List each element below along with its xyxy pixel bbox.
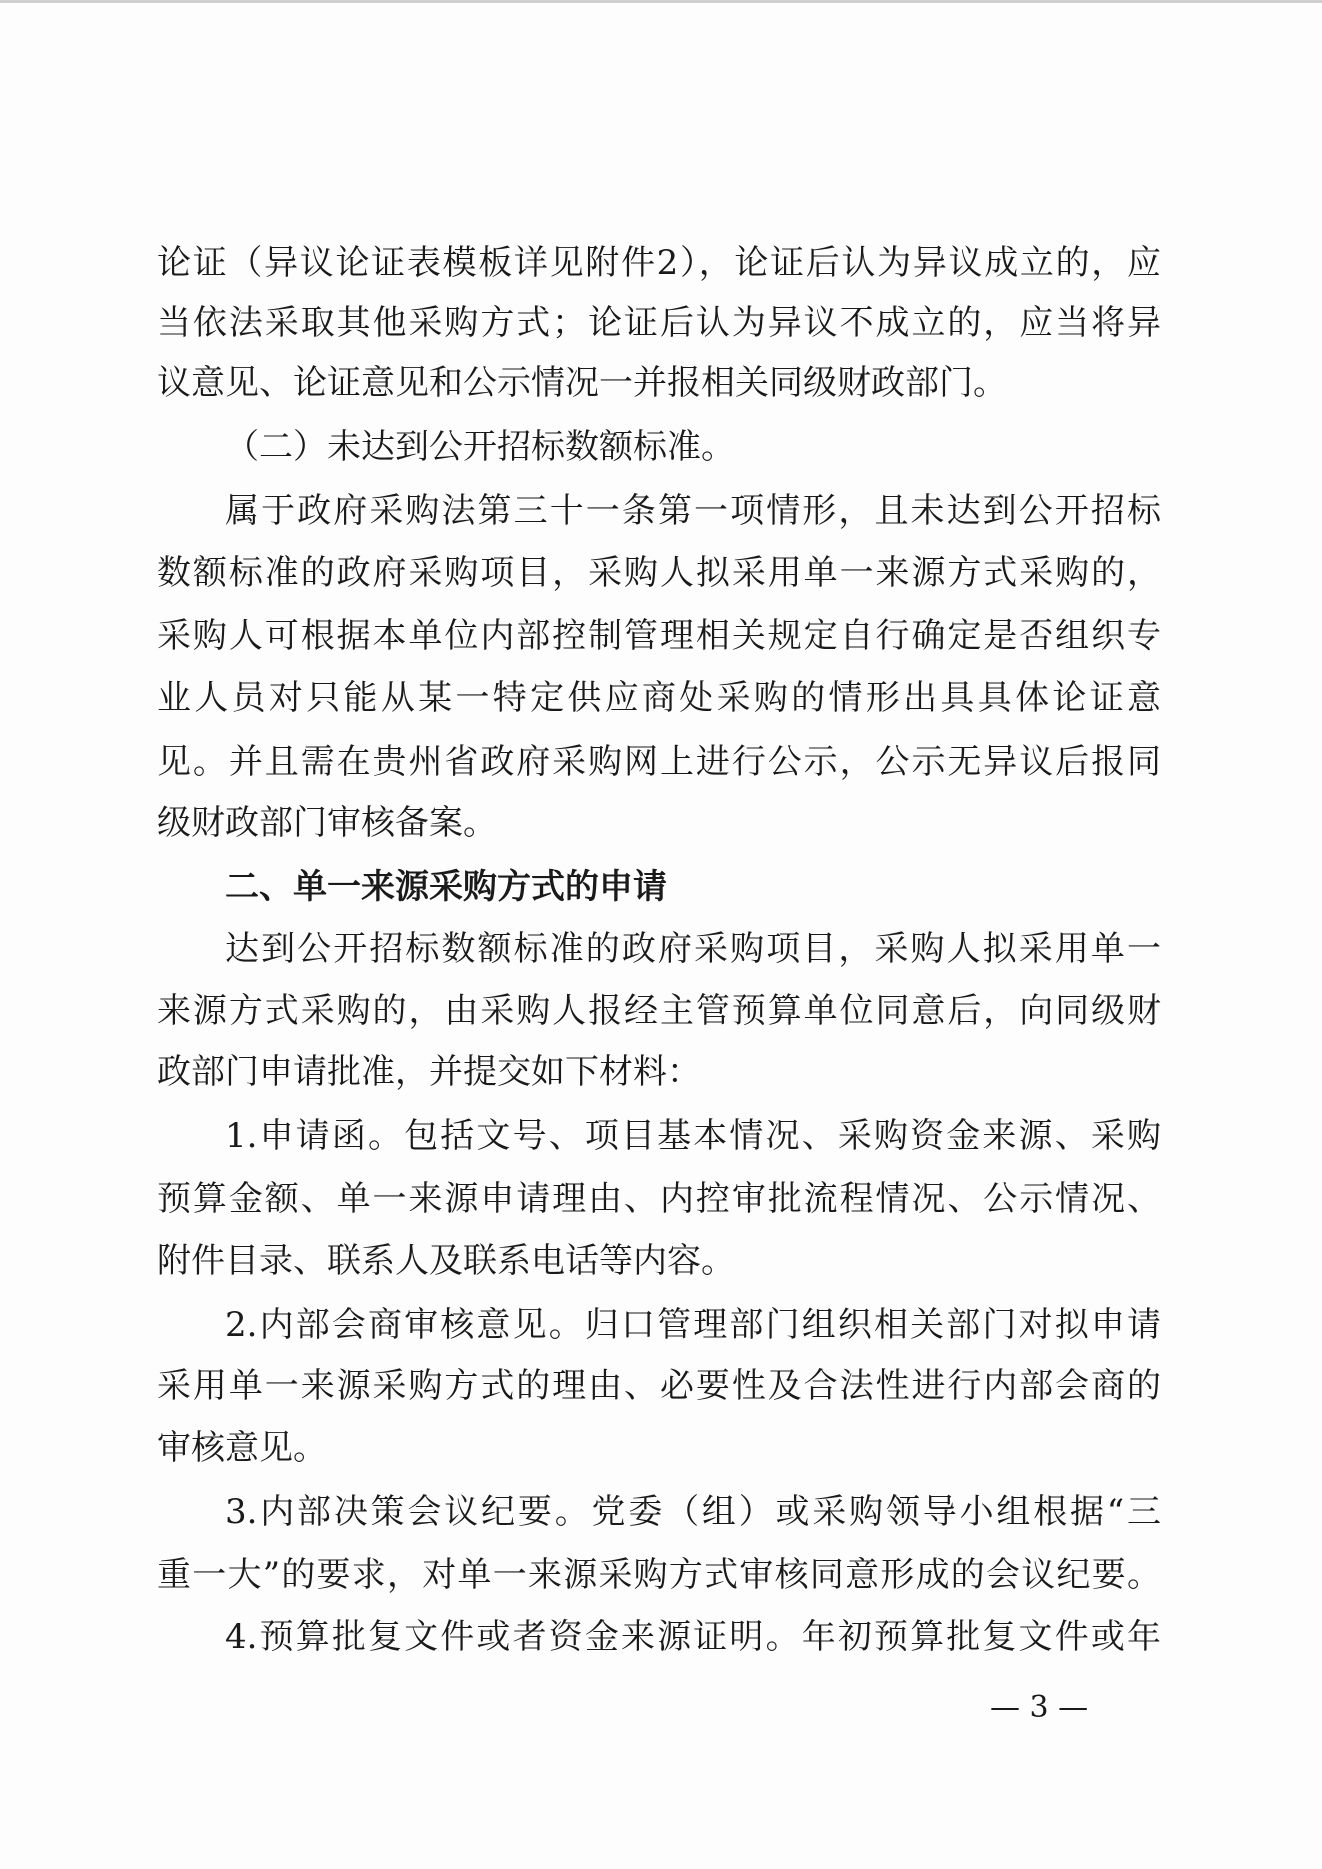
body-line: 达到公开招标数额标准的政府采购项目，采购人拟采用单一	[225, 929, 1161, 969]
subsection-title: （二）未达到公开招标数额标准。	[225, 427, 735, 467]
list-item-line: 2.内部会商审核意见。归口管理部门组织相关部门对拟申请	[225, 1305, 1161, 1345]
body-line: 数额标准的政府采购项目，采购人拟采用单一来源方式采购的，	[157, 553, 1161, 593]
page-number: — 3 —	[990, 1690, 1089, 1725]
body-line: 见。并且需在贵州省政府采购网上进行公示，公示无异议后报同	[157, 742, 1161, 782]
body-line: 业人员对只能从某一特定供应商处采购的情形出具具体论证意	[157, 678, 1161, 718]
body-line: 当依法采取其他采购方式；论证后认为异议不成立的，应当将异	[157, 303, 1161, 343]
body-line: 议意见、论证意见和公示情况一并报相关同级财政部门。	[157, 363, 1007, 403]
body-line: 论证（异议论证表模板详见附件2），论证后认为异议成立的，应	[157, 243, 1161, 283]
list-item-line: 4.预算批复文件或者资金来源证明。年初预算批复文件或年	[225, 1617, 1161, 1657]
list-item-line: 采用单一来源采购方式的理由、必要性及合法性进行内部会商的	[157, 1366, 1161, 1406]
body-line: 来源方式采购的，由采购人报经主管预算单位同意后，向同级财	[157, 991, 1161, 1031]
list-item-line: 审核意见。	[157, 1428, 327, 1468]
body-line: 属于政府采购法第三十一条第一项情形，且未达到公开招标	[225, 491, 1161, 531]
list-item-line: 1.申请函。包括文号、项目基本情况、采购资金来源、采购	[225, 1116, 1161, 1156]
section-heading: 二、单一来源采购方式的申请	[225, 867, 667, 907]
body-line: 采购人可根据本单位内部控制管理相关规定自行确定是否组织专	[157, 616, 1161, 656]
list-item-line: 3.内部决策会议纪要。党委（组）或采购领导小组根据“三	[225, 1492, 1161, 1532]
list-item-line: 预算金额、单一来源申请理由、内控审批流程情况、公示情况、	[157, 1179, 1161, 1219]
top-edge-rule	[0, 0, 1322, 3]
body-line: 政部门申请批准，并提交如下材料：	[157, 1052, 701, 1092]
list-item-line: 重一大”的要求，对单一来源采购方式审核同意形成的会议纪要。	[157, 1555, 1161, 1595]
list-item-line: 附件目录、联系人及联系电话等内容。	[157, 1241, 735, 1281]
body-line: 级财政部门审核备案。	[157, 803, 497, 843]
